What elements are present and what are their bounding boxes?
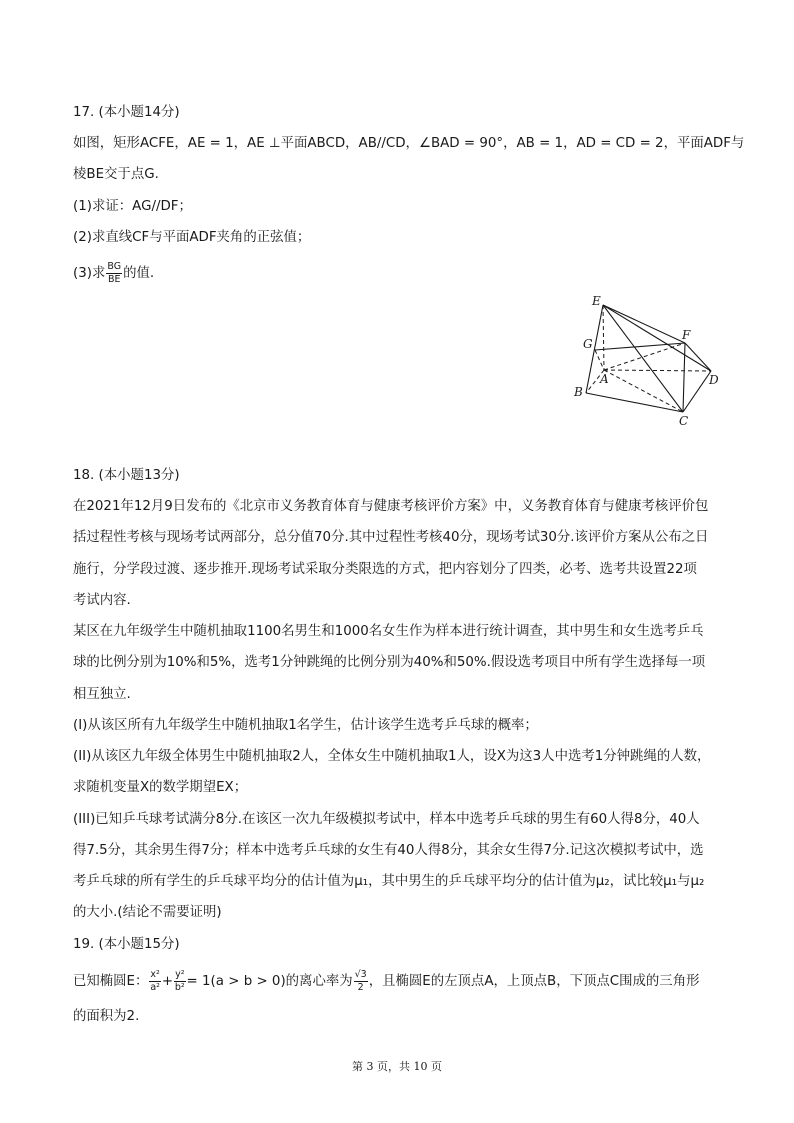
q18-part-I: (I)从该区所有九年级学生中随机抽取1名学生，估计该学生选考乒乓球的概率； <box>73 718 538 733</box>
q17-part-2: (2)求直线CF与平面ADF夹角的正弦值； <box>73 230 311 245</box>
q17-line-2: 棱BE交于点G. <box>73 167 159 182</box>
fraction-x2-a2 <box>149 970 160 992</box>
hidden-edge-G-A <box>595 350 604 370</box>
fraction-numerator: x² <box>150 969 160 980</box>
q18-part-II-line-1: (II)从该区九年级全体男生中随机抽取2人，全体女生中随机抽取1人，设X为这3人中选考1分钟跳绳的人数， <box>73 749 711 764</box>
q17-part-3-suffix: 的值. <box>123 266 155 281</box>
edge-E-D <box>603 305 711 371</box>
edge-E-F <box>603 305 685 343</box>
geometry-figure <box>570 288 730 433</box>
q17-part-1: (1)求证：AG//DF； <box>73 199 192 214</box>
vertex-label-G: G <box>583 337 593 351</box>
q18-para-line-1: 在2021年12月9日发布的《北京市义务教育体育与健康考核评价方案》中，义务教育体育与健康考核评价包 <box>73 499 709 514</box>
q18-part-III-line-3: 考乒乓球的所有学生的乒乓球平均分的估计值为μ₁，其中男生的乒乓球平均分的估计值为μ₂，试比较μ₁与μ₂ <box>73 874 705 889</box>
fraction-denominator: BE <box>107 273 121 285</box>
q18-part-III-line-1: (III)已知乒乓球考试满分8分.在该区一次九年级模拟考试中，样本中选考乒乓球的男生有60人得8分，40人 <box>73 812 700 827</box>
q18-para-line-3: 施行，分学段过渡、逐步推开.现场考试采取分类限选的方式，把内容划分了四类，必考、选考共设置22项 <box>73 562 697 577</box>
hidden-edge-A-C <box>604 370 683 412</box>
fraction-numerator: BG <box>107 261 122 272</box>
vertex-label-E: E <box>592 294 601 308</box>
fraction-denominator: a² <box>150 981 160 993</box>
q19-line-2: 的面积为2. <box>73 1009 140 1024</box>
hidden-edge-E-A <box>603 305 604 370</box>
fraction-numerator: √3 <box>354 969 367 980</box>
q18-para-line-5: 某区在九年级学生中随机抽取1100名男生和1000名女生作为样本进行统计调查，其中男生和女生选考乒乓 <box>73 624 704 639</box>
q17-line-1: 如图，矩形ACFE，AE = 1，AE ⊥平面ABCD，AB//CD，∠BAD = 90°，AB = 1，AD = CD = 2，平面ADF与 <box>73 136 745 151</box>
q17-header: 17. (本小题14分) <box>73 105 180 120</box>
q18-part-III-line-2: 得7.5分，其余男生得7分；样本中选考乒乓球的女生有40人得8分，其余女生得7分.记这次模拟考试中，选 <box>73 843 704 858</box>
hidden-edge-A-D <box>604 370 711 371</box>
q17-part-3 <box>73 262 733 284</box>
q18-para-line-6: 球的比例分别为10%和5%，选考1分钟跳绳的比例分别为40%和50%.假设选考项目中所有学生选择每一项 <box>73 655 706 670</box>
fraction-sqrt3-2 <box>354 970 368 992</box>
vertex-label-D: D <box>709 373 719 387</box>
edge-E-C <box>603 305 683 412</box>
edge-B-C <box>586 393 683 412</box>
q18-para-line-2: 括过程性考核与现场考试两部分，总分值70分.其中过程性考核40分，现场考试30分.该评价方案从公布之日 <box>73 530 709 545</box>
fraction-bg-be <box>106 262 122 284</box>
q18-part-II-line-2: 求随机变量X的数学期望EX； <box>73 780 248 795</box>
fraction-y2-b2 <box>174 970 185 992</box>
q19-header: 19. (本小题15分) <box>73 937 180 952</box>
q19-text-b: = 1(a > b > 0)的离心率为 <box>186 974 353 989</box>
q17-part-3-prefix: (3)求 <box>73 266 106 281</box>
q19-line-1 <box>73 970 733 992</box>
page-footer: 第 3 页，共 10 页 <box>352 1060 442 1073</box>
fraction-denominator: 2 <box>357 981 364 993</box>
edge-F-C <box>683 343 685 412</box>
vertex-label-C: C <box>679 414 689 428</box>
vertex-label-F: F <box>682 328 691 342</box>
q19-text-a: 已知椭圆E： <box>73 974 149 989</box>
plus-sign: + <box>161 974 174 989</box>
edge-C-D <box>683 371 711 412</box>
q18-para-line-4: 考试内容. <box>73 593 131 608</box>
q18-part-III-line-4: 的大小.(结论不需要证明) <box>73 905 222 920</box>
q19-text-c: ，且椭圆E的左顶点A，上顶点B，下顶点C围成的三角形 <box>368 974 700 989</box>
q18-para-line-7: 相互独立. <box>73 687 131 702</box>
q18-header: 18. (本小题13分) <box>73 468 180 483</box>
vertex-label-A: A <box>600 372 609 386</box>
fraction-denominator: b² <box>174 981 185 993</box>
hidden-edge-A-F <box>604 343 685 370</box>
vertex-label-B: B <box>574 385 583 399</box>
fraction-numerator: y² <box>175 969 185 980</box>
